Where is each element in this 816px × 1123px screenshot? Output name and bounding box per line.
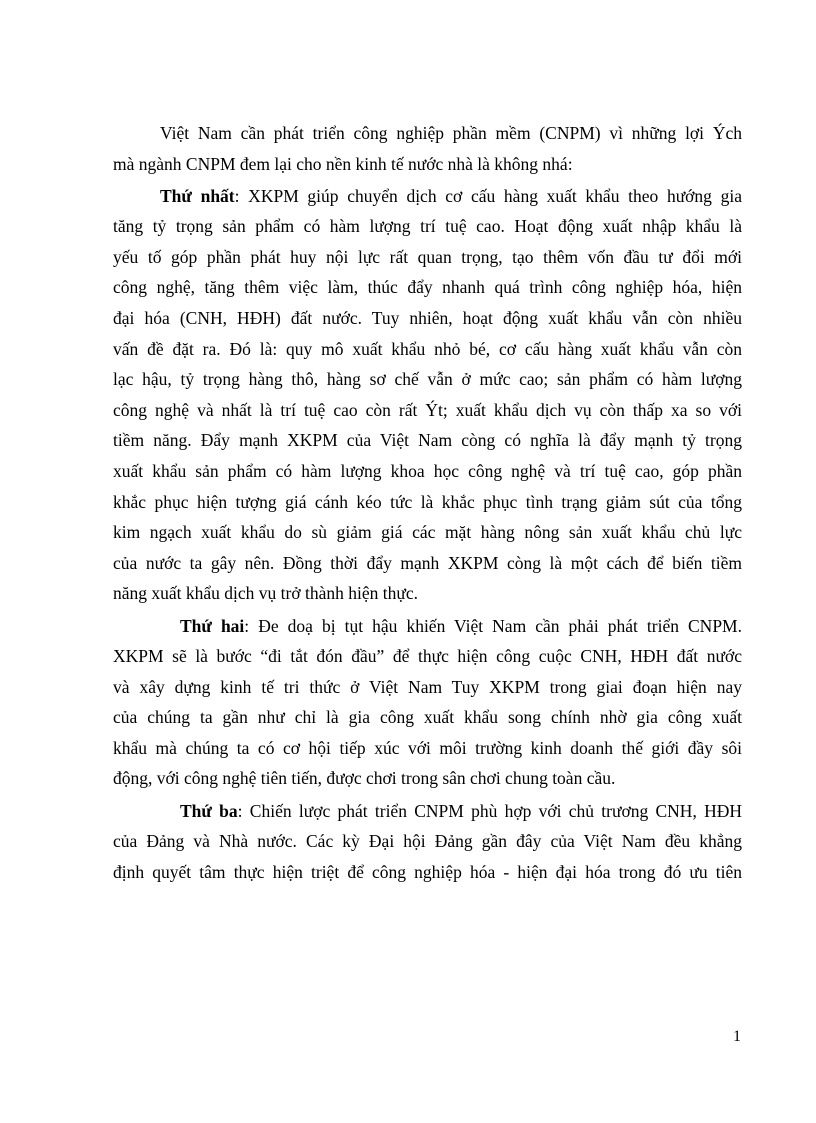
text-line: yếu tố góp phần phát huy nội lực rất quan trọng, tạo thêm vốn đầu tư đổi mới xyxy=(113,246,742,267)
text-span: : XKPM giúp chuyển dịch cơ cấu hàng xuất khẩu theo hướng gia xyxy=(234,185,742,206)
text-line: vấn đề đặt ra. Đó là: quy mô xuất khẩu nhỏ bé, cơ cấu hàng xuất khẩu vẫn còn xyxy=(113,338,742,359)
text-line: năng xuất khẩu dịch vụ trở thành hiện thực. xyxy=(113,583,418,604)
paragraph-lead: Thứ nhất xyxy=(160,185,235,206)
paragraph-lead: Thứ ba xyxy=(180,800,238,821)
text-line: xuất khẩu sản phẩm có hàm lượng khoa học công nghệ và trí tuệ cao, góp phần xyxy=(113,461,742,482)
text-line: tăng tỷ trọng sản phẩm có hàm lượng trí tuệ cao. Hoạt động xuất nhập khẩu là xyxy=(113,216,742,237)
text-line: khắc phục hiện tượng giá cánh kéo tức là khắc phục tình trạng giảm sút của tổng xyxy=(113,491,742,512)
text-line: XKPM sẽ là bước “đi tắt đón đầu” để thực hiện công cuộc CNH, HĐH đất nước xyxy=(113,646,742,667)
paragraph-intro xyxy=(113,118,742,179)
text-line: tiềm năng. Đẩy mạnh XKPM của Việt Nam còng có nghĩa là đẩy mạnh tỷ trọng xyxy=(113,430,742,451)
paragraph-thu-nhat xyxy=(113,181,742,609)
text-line: đại hóa (CNH, HĐH) đất nước. Tuy nhiên, hoạt động xuất khẩu vẫn còn nhiều xyxy=(113,308,742,329)
text-line xyxy=(113,611,742,642)
paragraph-thu-hai xyxy=(113,611,742,795)
text-span: Việt Nam cần phát triển công nghiệp phần mềm (CNPM) vì những lợi Ých xyxy=(160,123,742,143)
paragraph-thu-ba xyxy=(113,796,742,888)
text-line xyxy=(113,796,742,827)
text-line: lạc hậu, tỷ trọng hàng thô, hàng sơ chế vẫn ở mức cao; sản phẩm có hàm lượng xyxy=(113,369,742,390)
text-line: công nghệ, tăng thêm việc làm, thúc đẩy nhanh quá trình công nghiệp hóa, hiện xyxy=(113,277,742,298)
text-line: và xây dựng kinh tế tri thức ở Việt Nam Tuy XKPM trong giai đoạn hiện nay xyxy=(113,676,742,697)
text-line: của nước ta gây nên. Đồng thời đẩy mạnh XKPM còng là một cách để biến tiềm xyxy=(113,552,742,573)
text-span: : Chiến lược phát triển CNPM phù hợp với chủ trương CNH, HĐH xyxy=(237,800,742,821)
text-line: của Đảng và Nhà nước. Các kỳ Đại hội Đảng gần đây của Việt Nam đều khẳng xyxy=(113,831,742,852)
page-number: 1 xyxy=(733,1028,741,1045)
text-line: của chúng ta gần như chỉ là gia công xuất khẩu song chính nhờ gia công xuất xyxy=(113,707,742,728)
text-line xyxy=(113,181,742,212)
text-line xyxy=(113,118,742,149)
text-span: : Đe doạ bị tụt hậu khiến Việt Nam cần phải phát triển CNPM. xyxy=(244,615,742,636)
text-line: kim ngạch xuất khẩu do sù giảm giá các mặt hàng nông sản xuất khẩu chủ lực xyxy=(113,522,742,543)
document-body xyxy=(113,118,742,889)
text-line: khẩu mà chúng ta có cơ hội tiếp xúc với môi trường kinh doanh thế giới đầy sôi xyxy=(113,737,742,758)
text-line: mà ngành CNPM đem lại cho nền kinh tế nước nhà là không nhá: xyxy=(113,153,573,174)
paragraph-lead: Thứ hai xyxy=(180,615,245,636)
text-line: định quyết tâm thực hiện triệt để công nghiệp hóa - hiện đại hóa trong đó ưu tiên xyxy=(113,861,742,882)
text-line: động, với công nghệ tiên tiến, được chơi trong sân chơi chung toàn cầu. xyxy=(113,768,616,789)
text-line: công nghệ và nhất là trí tuệ cao còn rất Ýt; xuất khẩu dịch vụ còn thấp xa so với xyxy=(113,399,742,420)
